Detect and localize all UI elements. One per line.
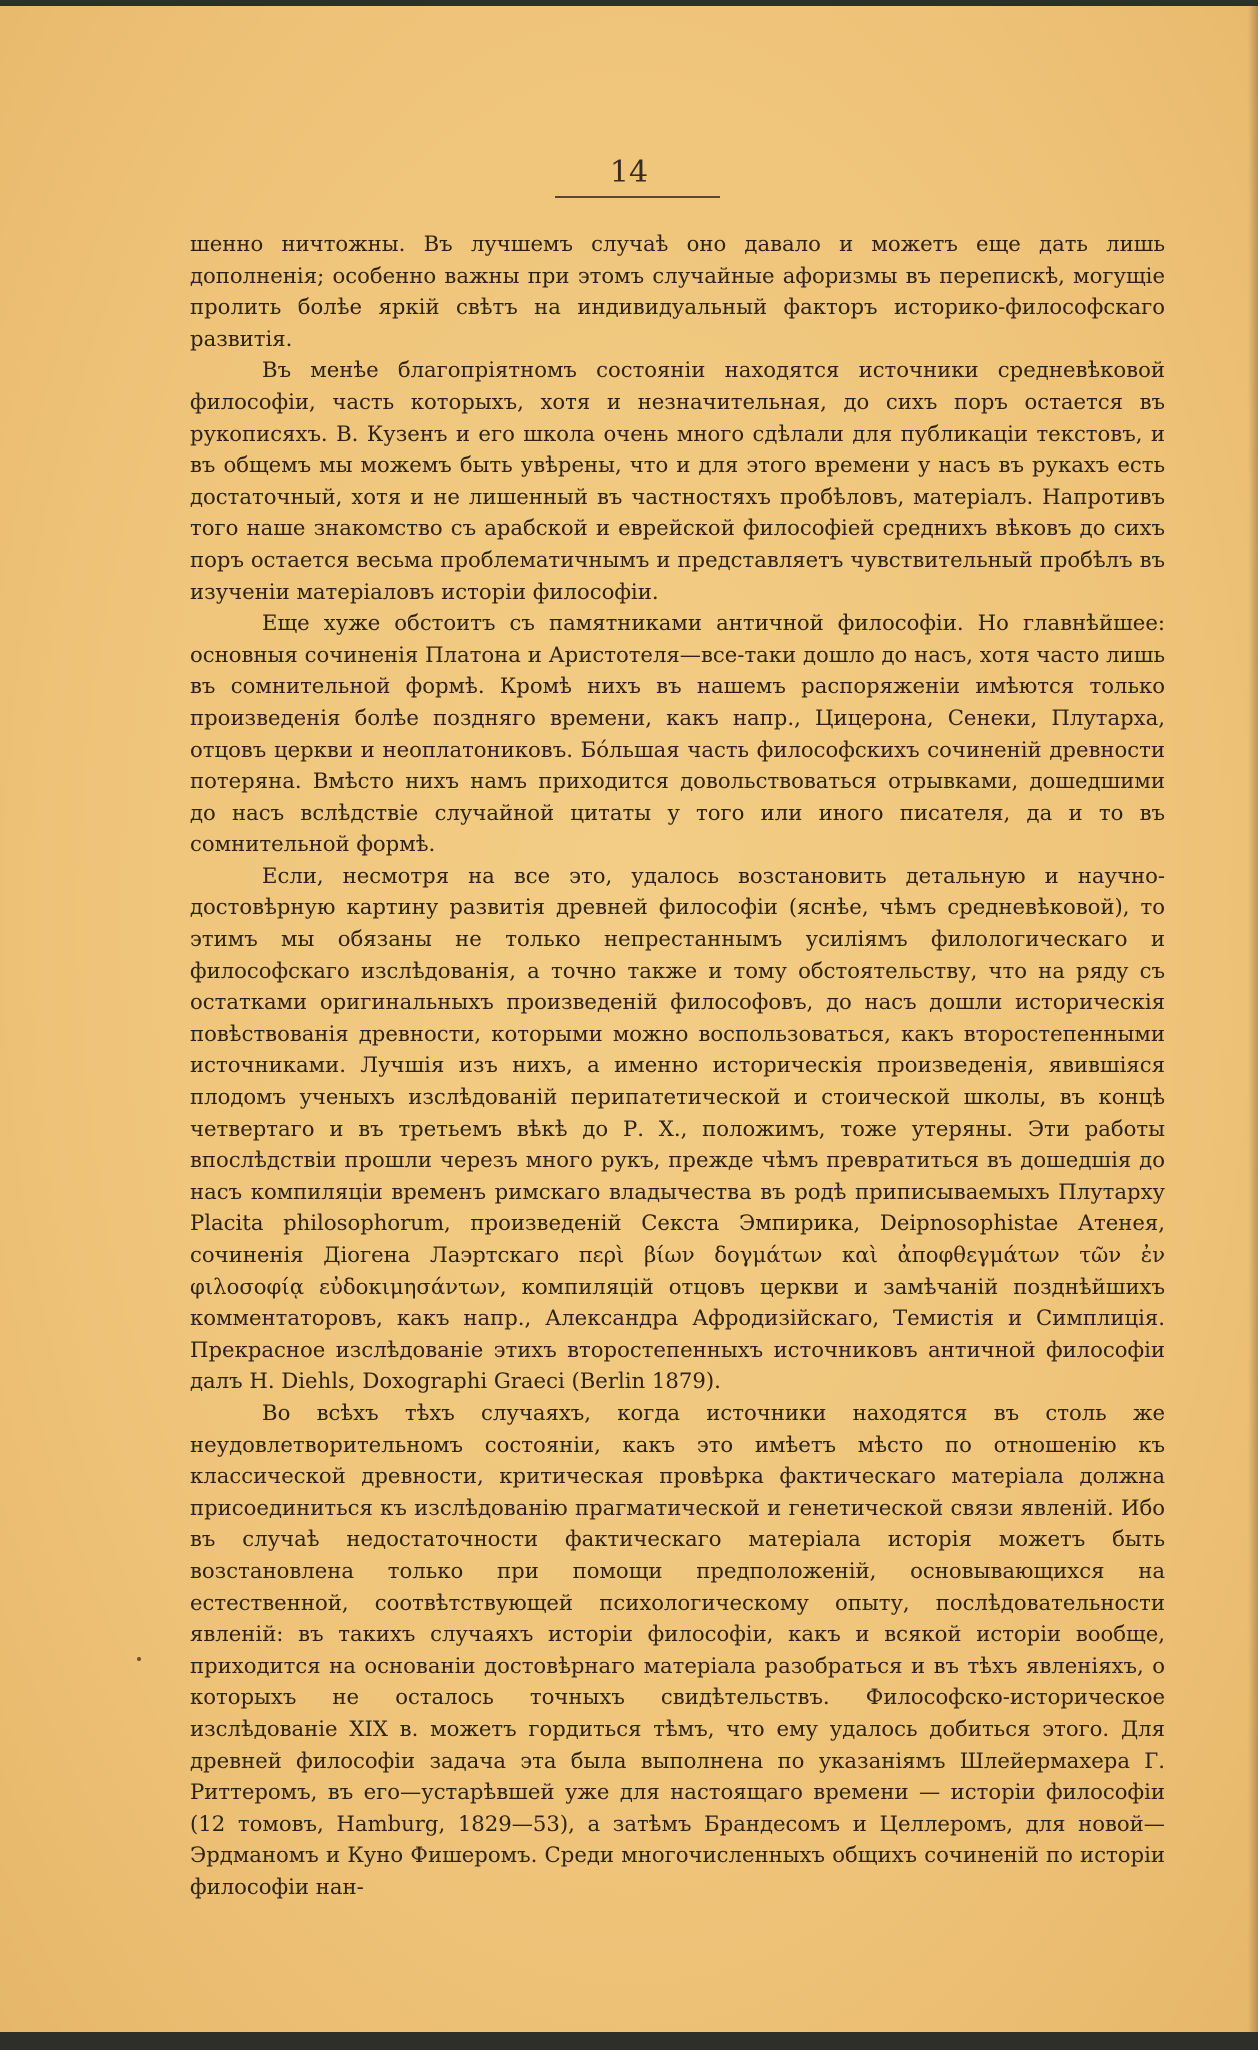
paragraph-1: шенно ничтожны. Въ лучшемъ случаѣ оно давало и можетъ еще дать лишь дополненія; особенно важны при этомъ случайные афоризмы въ перепискѣ, могущіе пролить болѣе яркій свѣтъ на индивидуальный факторъ историко-философскаго развитія. [190, 231, 1165, 351]
paragraph-5: Во всѣхъ тѣхъ случаяхъ, когда источники находятся въ столь же неудовлетворительномъ состояніи, какъ это имѣетъ мѣсто по отношенію къ классической древности, критическая провѣрка фактическаго матеріала должна присоединиться къ изслѣдованію прагматической и генетической связи явленій. Ибо въ случаѣ недостаточности фактическаго матеріала исторія можетъ быть возстановлена только при помощи предположеній, основывающихся на естественной, соотвѣтствующей психологическому опыту, послѣдовательности явленій: въ такихъ случаяхъ исторіи философіи, какъ и всякой исторіи вообще, приходится на основаніи достовѣрнаго матеріала разобраться и въ тѣхъ явленіяхъ, о которыхъ не осталось точныхъ свидѣтельствъ. Философско-историческое изслѣдованіе XIX в. можетъ гордиться тѣмъ, что ему удалось добиться этого. Для древней философіи задача эта была выполнена по указаніямъ Шлейермахера Г. Риттеромъ, въ его—устарѣвшей уже для настоящаго времени — исторіи философіи (12 томовъ, Hamburg, 1829—53), а затѣмъ Брандесомъ и Целлеромъ, для новой—Эрдманомъ и Куно Фишеромъ. Среди многочисленныхъ общихъ сочиненій по исторіи философіи нан- [190, 1399, 1165, 1899]
paragraph-2: Въ менѣе благопріятномъ состояніи находятся источники средневѣковой философіи, часть которыхъ, хотя и незначительная, до сихъ поръ остается въ рукописяхъ. В. Кузенъ и его школа очень много сдѣлали для публикаціи текстовъ, и въ общемъ мы можемъ быть увѣрены, что и для этого времени у насъ въ рукахъ есть достаточный, хотя и не лишенный въ частностяхъ пробѣловъ, матеріалъ. Напротивъ того наше знакомство съ арабской и еврейской философіей среднихъ вѣковъ до сихъ поръ остается весьма проблематичнымъ и представляетъ чувствительный пробѣлъ въ изученіи матеріаловъ исторіи философіи. [190, 357, 1165, 604]
paragraph-4: Если, несмотря на все это, удалось возстановить детальную и научно-достовѣрную картину развитія древней философіи (яснѣе, чѣмъ средневѣковой), то этимъ мы обязаны не только непрестаннымъ усиліямъ филологическаго и философскаго изслѣдованія, а точно также и тому обстоятельству, что на ряду съ остатками оригинальныхъ произведеній философовъ, до насъ дошли историческія повѣствованія древности, которыми можно воспользоваться, какъ второстепенными источниками. Лучшія изъ нихъ, а именно историческія произведенія, явившіяся плодомъ ученыхъ изслѣдованій перипатетической и стоической школы, въ концѣ четвертаго и въ третьемъ вѣкѣ до Р. Х., положимъ, тоже утеряны. Эти работы впослѣдствіи прошли черезъ много рукъ, прежде чѣмъ превратиться въ дошедшія до насъ компиляціи временъ римскаго владычества въ родѣ приписываемыхъ Плутарху Placita philosophorum, произведеній Секста Эмпирика, Deipnosophistae Атенея, сочиненія Діогена Лаэртскаго περὶ βίων δογμάτων καὶ ἀποφθεγμάτων τῶν ἐν φιλοσοφίᾳ εὐδοκιμησάντων, компиляцій отцовъ церкви и замѣчаній позднѣйшихъ комментаторовъ, какъ напр., Александра Афродизійскаго, Темистія и Симплиція. Прекрасное изслѣдованіе этихъ второстепенныхъ источниковъ античной философіи далъ H. Diehls, Doxographi Graeci (Berlin 1879). [190, 862, 1165, 1394]
paragraph-3: Еще хуже обстоитъ съ памятниками античной философіи. Но главнѣйшее: основныя сочиненія Платона и Аристотеля—все-таки дошло до насъ, хотя часто лишь въ сомнительной формѣ. Кромѣ нихъ въ нашемъ распоряженіи имѣются только произведенія болѣе поздняго времени, какъ напр., Цицерона, Сенеки, Плутарха, отцовъ церкви и неоплатониковъ. Бо́льшая часть философскихъ сочиненій древности потеряна. Вмѣсто нихъ намъ приходится довольствоваться отрывками, дошедшими до насъ вслѣдствіе случайной цитаты у того или иного писателя, да и то въ сомнительной формѣ. [190, 610, 1165, 857]
page-number-rule [555, 196, 720, 198]
paper-speck [137, 1657, 141, 1661]
body-text [190, 228, 1165, 1902]
page-edge-shadow [1248, 6, 1258, 2032]
page-number: 14 [609, 155, 649, 190]
